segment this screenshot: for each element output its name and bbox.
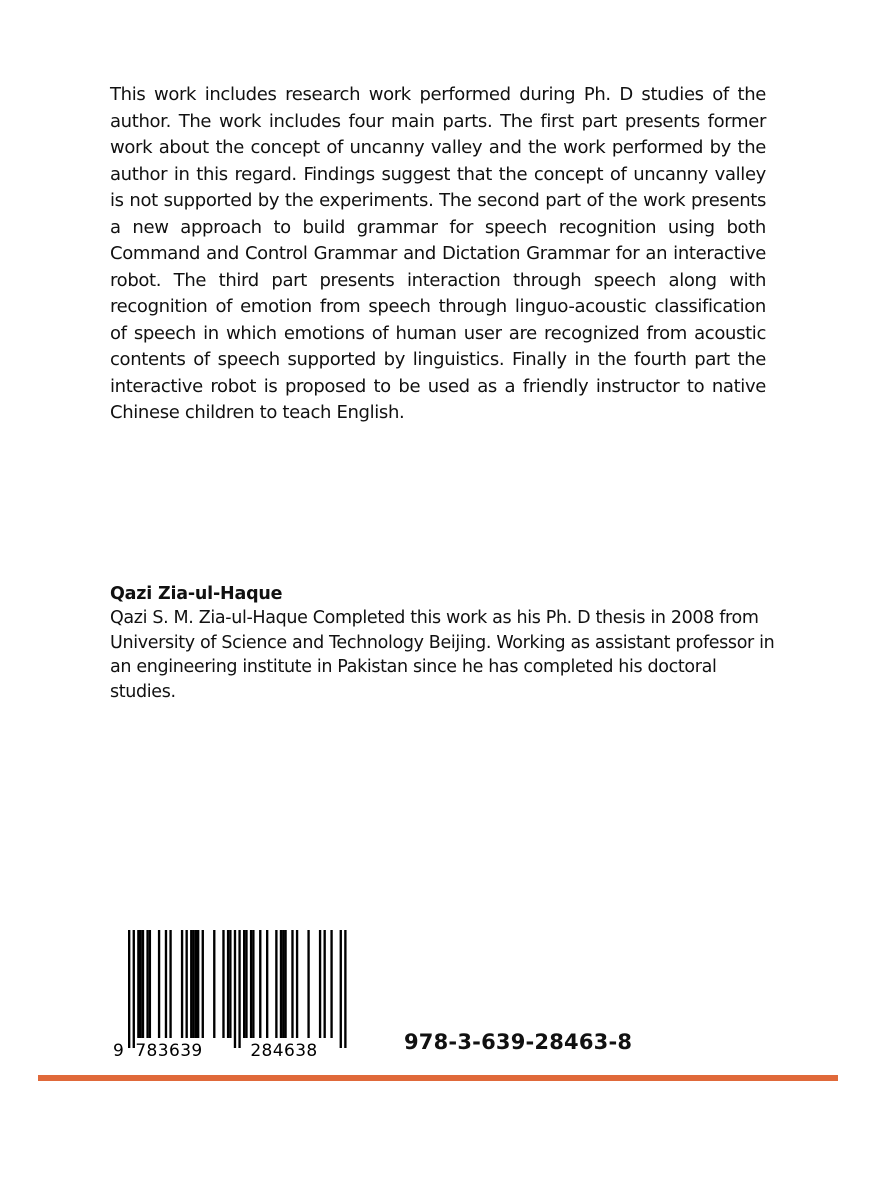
barcode-bar: [330, 930, 332, 1038]
barcode-bar: [266, 930, 268, 1038]
barcode-bar: [137, 930, 139, 1038]
barcode-bar: [169, 930, 171, 1038]
bottom-divider-rule: [38, 1075, 838, 1081]
barcode-bar: [142, 930, 144, 1038]
isbn-number: 978-3-639-28463-8: [404, 1030, 633, 1054]
barcode-guard-bar: [128, 930, 130, 1048]
barcode-guard-bar: [344, 930, 346, 1048]
barcode-bar: [319, 930, 321, 1038]
barcode-bar: [284, 930, 286, 1038]
barcode-bar: [229, 930, 231, 1038]
barcode-bar: [243, 930, 245, 1038]
barcode-bar: [140, 930, 142, 1038]
barcode-bar: [296, 930, 298, 1038]
barcode-digits-right: 284638: [250, 1041, 318, 1058]
barcode-bar: [252, 930, 254, 1038]
barcode-digits-left: 783639: [135, 1041, 203, 1058]
barcode-bar: [213, 930, 215, 1038]
barcode-bar: [227, 930, 229, 1038]
barcode-bar: [250, 930, 252, 1038]
barcode-bar: [195, 930, 197, 1038]
barcode-guard-bar: [133, 930, 135, 1048]
barcode-bar: [197, 930, 199, 1038]
barcode-bars: [128, 930, 347, 1048]
isbn-barcode: [112, 930, 357, 1058]
barcode-bar: [190, 930, 192, 1038]
barcode-guard-bar: [234, 930, 236, 1048]
barcode-bar: [259, 930, 261, 1038]
barcode-bar: [165, 930, 167, 1038]
author-name: Qazi Zia-ul-Haque: [110, 584, 283, 604]
barcode-guard-bar: [340, 930, 342, 1048]
author-bio: Qazi S. M. Zia-ul-Haque Completed this work as his Ph. D thesis in 2008 from University of Science and Technology Beijing. Working as assistant professor in an engineering institute in Pakistan since he has completed his doctoral studies.: [110, 608, 775, 702]
barcode-bar: [307, 930, 309, 1038]
barcode-bar: [192, 930, 194, 1038]
barcode-bar: [158, 930, 160, 1038]
barcode-bar: [181, 930, 183, 1038]
barcode-bar: [291, 930, 293, 1038]
barcode-graphic: [112, 930, 357, 1058]
barcode-bar: [282, 930, 284, 1038]
barcode-digit-first: 9: [113, 1041, 124, 1058]
barcode-bar: [275, 930, 277, 1038]
barcode-bar: [245, 930, 247, 1038]
abstract-text: This work includes research work performed during Ph. D studies of the author. The work includes four main parts. The first part presents former work about the concept of uncanny valley and the work performed by the author in this regard. Findings suggest that the concept of uncanny valley is not supported by the experiments. The second part of the work presents a new approach to build grammar for speech recognition using both Command and Control Grammar and Dictation Grammar for an interactive robot. The third part presents interaction through speech along with recognition of emotion from speech through linguo-acoustic classification of speech in which emotions of human user are recognized from acoustic contents of speech supported by linguistics. Finally in the fourth part the interactive robot is proposed to be used as a friendly instructor to native Chinese children to teach English.: [110, 84, 766, 423]
barcode-bar: [149, 930, 151, 1038]
barcode-bar: [324, 930, 326, 1038]
barcode-bar: [202, 930, 204, 1038]
barcode-bar: [146, 930, 148, 1038]
barcode-bar: [280, 930, 282, 1038]
barcode-bar: [222, 930, 224, 1038]
barcode-bar: [186, 930, 188, 1038]
author-block: [110, 582, 776, 704]
barcode-guard-bar: [238, 930, 240, 1048]
